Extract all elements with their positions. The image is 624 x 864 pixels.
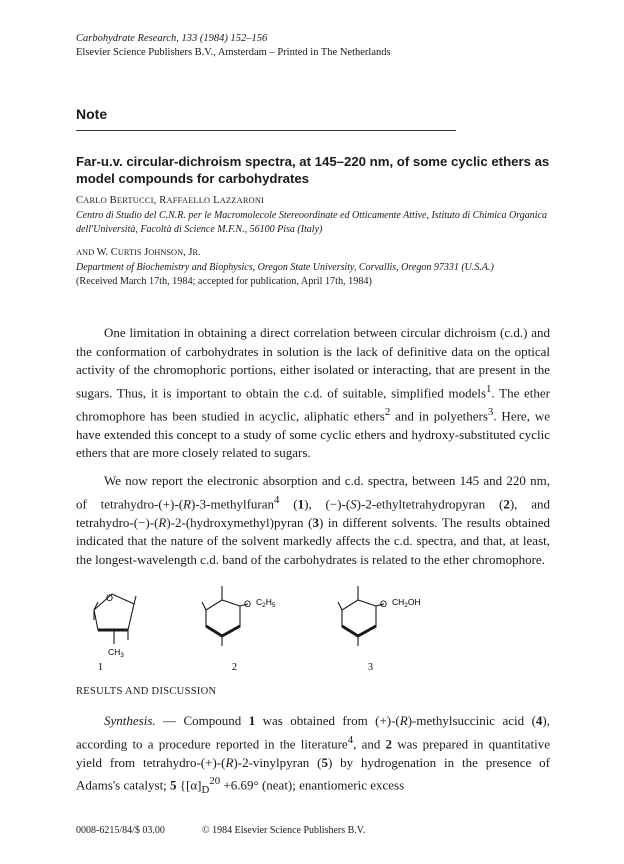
text-run: ), and tetrahydro-(−)-(	[76, 495, 550, 530]
compound-number: 1	[248, 713, 256, 728]
author-initial: W.	[96, 247, 111, 258]
text-run: )-2-ethyltetrahydropyran (	[356, 495, 504, 511]
compound-number: 5	[321, 754, 328, 770]
stereo-descriptor: R	[158, 514, 167, 530]
text-run: — Compound	[155, 713, 249, 728]
compound-label: 2	[232, 662, 237, 672]
article-title: Far-u.v. circular-dichroism spectra, at 145–220 nm, of some cyclic ethers as model compounds for carbohydrates	[76, 154, 550, 186]
reference-mark: 2	[384, 405, 391, 418]
compound-number: 1	[297, 495, 305, 511]
text-run: +6.69° (neat); enantiomeric excess	[220, 777, 405, 793]
text-run: One limitation in obtaining a direct correlation between circular dichroism (c.d.) and the conformation of carbohydrates in solution is the lack of definitive data on the optical activity of the chromophoric portions, either isolated or interacting, that are present in the sugars. Thus, it is important to obtain the c.d. of suitable, simplified models	[76, 325, 550, 401]
subscript: D	[201, 784, 210, 797]
author-name-initial: C	[110, 247, 118, 258]
oxygen-label: O	[106, 593, 114, 603]
methyl-label: $CH_3$	[108, 647, 124, 659]
text-run: )-methylsuccinic acid (	[407, 713, 536, 728]
text-run: We now report the electronic absorption and c.d. spectra, between 145 and 220 nm, of tetrahydro-(+)-(	[76, 473, 550, 511]
text-run: (	[279, 495, 298, 511]
compound-label: 1	[98, 662, 103, 672]
structure-1	[94, 594, 136, 644]
author-last-rest: ERTUCCI	[116, 196, 154, 205]
author-last-initial: B	[109, 195, 117, 206]
reference-mark: 4	[274, 493, 280, 506]
note-label: Note	[76, 106, 108, 122]
oxygen-label: O	[244, 599, 252, 609]
author-separator: ,	[153, 195, 160, 206]
author-line-2: AND W. CURTIS JOHNSON, JR.	[76, 247, 201, 258]
affiliation-2: Department of Biochemistry and Biophysics, Oregon State University, Corvallis, Oregon 97331 (U.S.A.)	[76, 262, 494, 273]
text-run: ), according to a procedure reported in the literature	[76, 713, 550, 751]
author-first-initial: C	[76, 195, 84, 206]
compound-number: 2	[503, 495, 510, 511]
text-run: )-3-methylfuran	[191, 495, 275, 511]
and-word: AND	[76, 248, 95, 257]
run-in-heading: Synthesis.	[104, 713, 156, 728]
author-suffix-rest: R.	[192, 248, 201, 257]
compound-number: 3	[312, 514, 319, 530]
text-run: . The ether chromophore has been studied in acyclic, aliphatic ethers	[76, 385, 550, 424]
compound-number: 4	[535, 713, 543, 728]
text-run: ) in different solvents. The results obtained indicated that the nature of the solvent markedly affects the c.d. spectra, and that, at least, the longest-wavelength c.d. band of the carbohydrates is related to the ether chromophore.	[76, 514, 551, 567]
author-name-rest: URTIS	[117, 248, 142, 257]
author-first-initial: R	[159, 195, 167, 206]
text-run: ) by hydrogenation in the presence of Adams's catalyst;	[76, 754, 550, 793]
ethyl-label: $C_2H_5$	[256, 597, 276, 609]
hydroxymethyl-label: $CH_2OH$	[392, 597, 421, 609]
author-suffix-initial: J	[188, 247, 193, 258]
section-heading: RESULTS AND DISCUSSION	[76, 686, 217, 697]
text-run: was prepared in quantitative yield from tetrahydro-(+)-(	[76, 735, 550, 770]
stereo-descriptor: R	[225, 754, 234, 770]
structure-3	[338, 586, 384, 646]
paragraph-1	[76, 324, 550, 463]
compound-number: 5	[170, 777, 177, 793]
superscript: 20	[209, 775, 221, 788]
text-run: )-2-vinylpyran (	[233, 754, 322, 770]
header-rule	[76, 130, 456, 131]
author-last-initial: L	[213, 195, 220, 206]
text-run: ), (−)-(	[304, 495, 351, 511]
author-line-1	[76, 195, 264, 206]
author-first-rest: AFFAELLO	[166, 196, 211, 205]
text-run: )-2-(hydroxymethyl)pyran (	[166, 514, 313, 530]
stereo-descriptor: R	[183, 495, 191, 511]
oxygen-label: O	[380, 599, 388, 609]
paragraph-2	[76, 472, 550, 569]
structure-2	[202, 586, 248, 646]
author-last-rest: AZZARONI	[219, 196, 265, 205]
stereo-descriptor: S	[350, 495, 357, 511]
journal-citation: Carbohydrate Research, 133 (1984) 152–156	[76, 33, 268, 44]
received-dates: (Received March 17th, 1984; accepted for publication, April 17th, 1984)	[76, 276, 372, 287]
publisher-line: Elsevier Science Publishers B.V., Amsterdam – Printed in The Netherlands	[76, 47, 391, 58]
text-run: , and	[353, 735, 386, 751]
author-last-rest: OHNSON	[148, 248, 184, 257]
text-run: {[α]	[176, 777, 202, 793]
copyright-line: © 1984 Elsevier Science Publishers B.V.	[202, 825, 366, 836]
paragraph-3	[76, 712, 550, 800]
chemical-structures	[76, 582, 556, 672]
reference-mark: 4	[347, 733, 354, 746]
compound-label: 3	[368, 662, 373, 672]
text-run: was obtained from (+)-(	[255, 713, 400, 728]
author-first-rest: ARLO	[83, 196, 107, 205]
text-run: . Here, we have extended this concept to a study of some cyclic ethers and hydroxy-substituted cyclic ethers that are more closely related to sugars.	[76, 408, 550, 461]
text-run: and in polyethers	[390, 408, 488, 424]
reference-mark: 3	[487, 405, 494, 418]
reference-mark: 1	[486, 382, 492, 395]
author-last-initial: J	[144, 247, 149, 258]
compound-number: 2	[385, 735, 393, 751]
stereo-descriptor: R	[399, 713, 408, 728]
article-code: 0008-6215/84/$ 03.00	[76, 825, 165, 836]
affiliation-1: Centro di Studio del C.N.R. per le Macromolecole Stereoordinate ed Otticamente Attive, Istituto di Chimica Organica dell'Università, Facoltà di Science M.F.N., 56100 Pisa (Italy)	[76, 210, 547, 235]
